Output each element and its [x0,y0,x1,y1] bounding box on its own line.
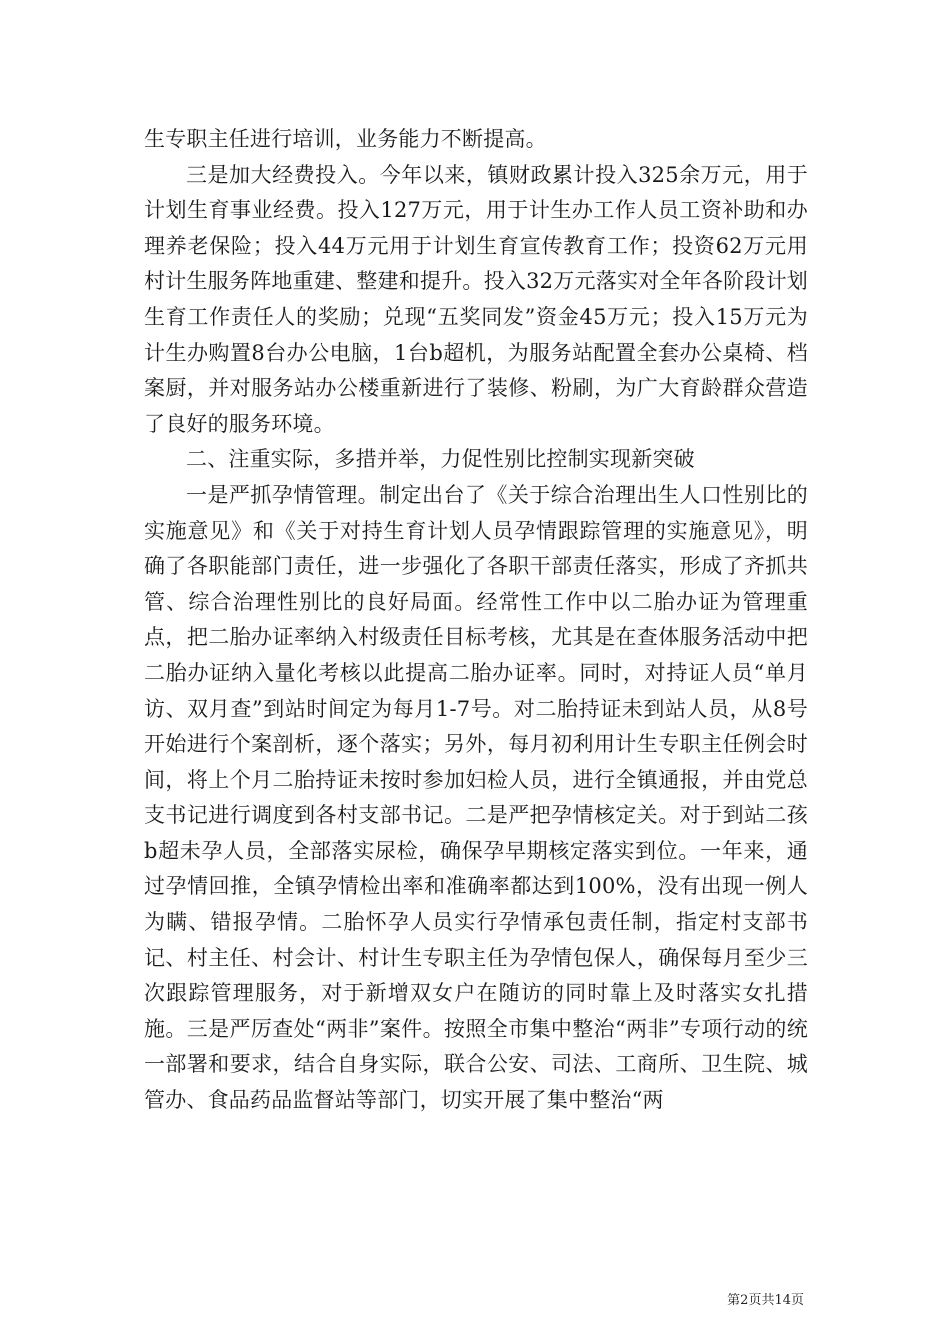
document-body [144,122,808,1119]
section-heading-sex-ratio: 二、注重实际，多措并举，力促性别比控制实现新突破 [186,447,695,472]
page-number-footer: 第2页共14页 [727,1293,804,1308]
paragraph-funding: 三是加大经费投入。今年以来，镇财政累计投入325余万元，用于计划生育事业经费。投入127万元，用于计生办工作人员工资补助和办理养老保险；投入44万元用于计划生育宣传教育工作；投资62万元用村计生服务阵地重建、整建和提升。投入32万元落实对全年各阶段计划生育工作责任人的奖励；兑现“五奖同发”资金45万元；投入15万元为计生办购置8台办公电脑，1台b超机，为服务站配置全套办公桌椅、档案厨，并对服务站办公楼重新进行了装修、粉刷，为广大育龄群众营造了良好的服务环境。 [144,162,808,436]
paragraph-pregnancy-management: 一是严抓孕情管理。制定出台了《关于综合治理出生人口性别比的实施意见》和《关于对持生育计划人员孕情跟踪管理的实施意见》，明确了各职能部门责任，进一步强化了各职干部责任落实，形成了齐抓共管、综合治理性别比的良好局面。经常性工作中以二胎办证为管理重点，把二胎办证率纳入村级责任目标考核，尤其是在查体服务活动中把二胎办证纳入量化考核以此提高二胎办证率。同时，对持证人员“单月访、双月查”到站时间定为每月1-7号。对二胎持证未到站人员，从8号开始进行个案剖析，逐个落实；另外，每月初利用计生专职主任例会时间，将上个月二胎持证未按时参加妇检人员，进行全镇通报，并由党总支书记进行调度到各村支部书记。二是严把孕情核定关。对于到站二孩b超未孕人员，全部落实尿检，确保孕早期核定落实到位。一年来，通过孕情回推，全镇孕情检出率和准确率都达到100%，没有出现一例人为瞒、错报孕情。二胎怀孕人员实行孕情承包责任制，指定村支部书记、村主任、村会计、村计生专职主任为孕情包保人，确保每月至少三次跟踪管理服务，对于新增双女户在随访的同时靠上及时落实女扎措施。三是严厉查处“两非”案件。按照全市集中整治“两非”专项行动的统一部署和要求，结合自身实际，联合公安、司法、工商所、卫生院、城管办、食品药品监督站等部门，切实开展了集中整治“两 [144,482,808,1113]
paragraph-training-end: 生专职主任进行培训，业务能力不断提高。 [144,127,547,151]
